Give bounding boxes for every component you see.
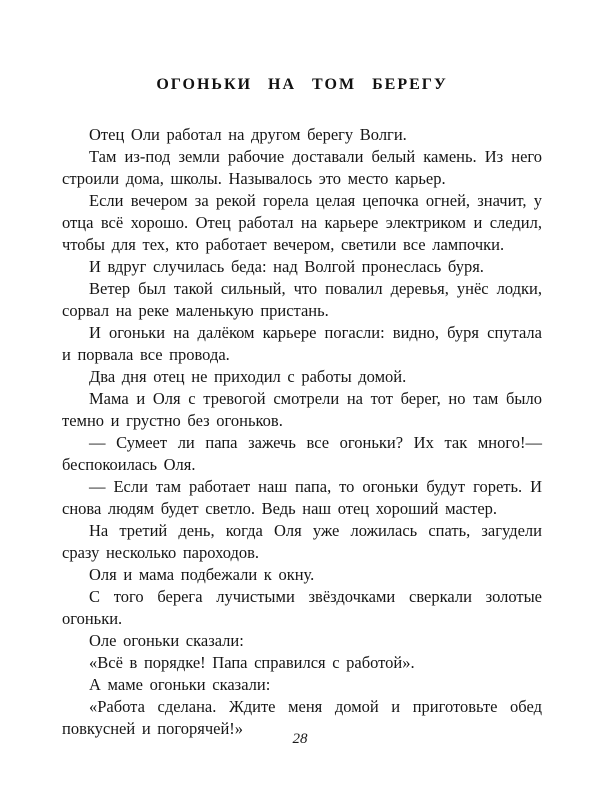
paragraph: — Сумеет ли папа зажечь все огоньки? Их так много!— беспокоилась Оля. [62, 433, 542, 474]
paragraph: Оля и мама подбежали к окну. [89, 565, 315, 584]
paragraph: На третий день, когда Оля уже ложилась спать, загудели сразу несколько пароходов. [62, 521, 542, 562]
paragraph: И огоньки на далёком карьере погасли: видно, буря спутала и порвала все провода. [62, 323, 542, 364]
page-number: 28 [292, 731, 308, 747]
story-body [62, 124, 542, 740]
paragraph: А маме огоньки сказали: [89, 675, 271, 694]
paragraph: Оле огоньки сказали: [89, 631, 244, 650]
paragraph: «Работа сделана. Ждите меня домой и приготовьте обед повкусней и погорячей!» [62, 697, 542, 738]
paragraph: Мама и Оля с тревогой смотрели на тот берег, но там было темно и грустно без огоньков. [62, 389, 542, 430]
paragraph: И вдруг случилась беда: над Волгой пронеслась буря. [89, 257, 484, 276]
paragraph: «Всё в порядке! Папа справился с работой». [89, 653, 415, 672]
paragraph: Если вечером за рекой горела целая цепочка огней, значит, у отца всё хорошо. Отец работал на карьере электриком и следил, чтобы для тех, кто работает вечером, светили все лампочки. [62, 191, 542, 254]
paragraph: Два дня отец не приходил с работы домой. [89, 367, 407, 386]
paragraph: — Если там работает наш папа, то огоньки будут гореть. И снова людям будет светло. Ведь наш отец хороший мастер. [62, 477, 542, 518]
paragraph: С того берега лучистыми звёздочками сверкали золотые огоньки. [62, 587, 542, 628]
story-title: ОГОНЬКИ НА ТОМ БЕРЕГУ [156, 76, 448, 93]
paragraph: Ветер был такой сильный, что повалил деревья, унёс лодки, сорвал на реке маленькую пристань. [62, 279, 542, 320]
paragraph: Там из-под земли рабочие доставали белый камень. Из него строили дома, школы. Называлось это место карьер. [62, 147, 542, 188]
page-content [62, 76, 542, 740]
paragraph: Отец Оли работал на другом берегу Волги. [89, 125, 407, 144]
